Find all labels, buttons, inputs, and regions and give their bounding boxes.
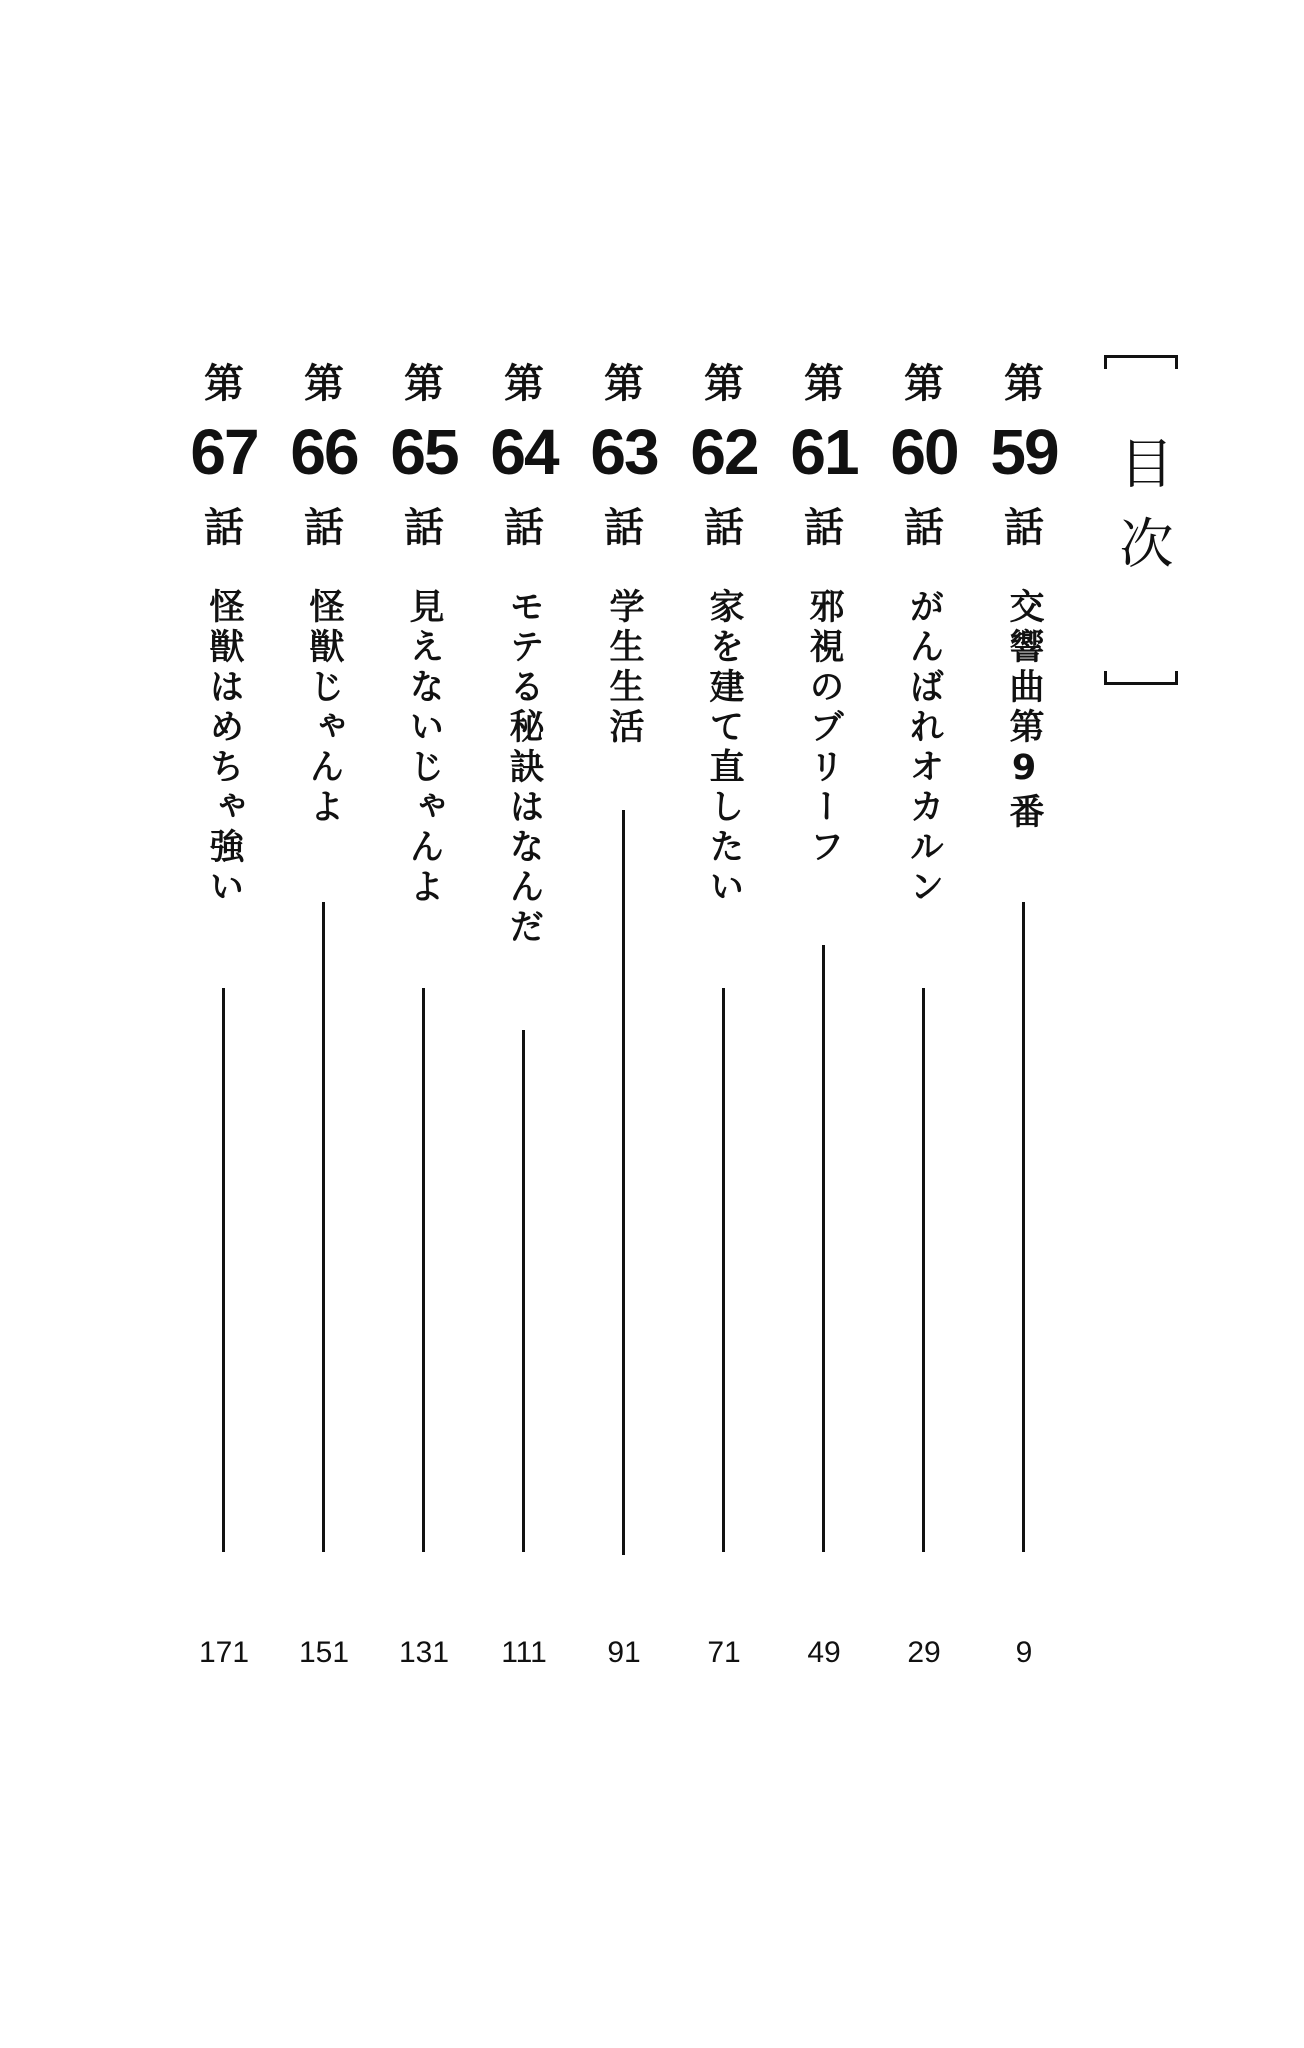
chapter-number: 66 xyxy=(290,416,358,488)
chapter-page-number: 111 xyxy=(501,1636,547,1669)
chapter-prefix: 第 xyxy=(704,361,744,407)
chapter-title: 邪視のブリーフ xyxy=(804,588,844,868)
chapter-page-number: 71 xyxy=(707,1636,741,1669)
chapter-title: 見えないじゃんよ xyxy=(404,588,444,908)
leader-line xyxy=(722,988,725,1552)
chapter-suffix: 話 xyxy=(604,505,644,551)
chapter-page-number: 131 xyxy=(398,1636,450,1669)
toc-title: 目次 xyxy=(1111,435,1174,595)
leader-line xyxy=(222,988,225,1552)
chapter-page-number: 49 xyxy=(807,1636,841,1669)
chapter-number: 62 xyxy=(690,416,758,488)
chapter-entry-65[interactable] xyxy=(374,350,474,1710)
chapter-entry-59[interactable] xyxy=(974,350,1074,1710)
chapter-entry-60[interactable] xyxy=(874,350,974,1710)
chapter-page-number: 29 xyxy=(907,1636,941,1669)
chapter-number: 67 xyxy=(190,416,258,488)
chapter-number: 60 xyxy=(890,416,958,488)
chapter-prefix: 第 xyxy=(904,361,944,407)
chapter-page-number: 151 xyxy=(298,1636,350,1669)
chapter-title: モテる秘訣はなんだ xyxy=(504,588,544,948)
chapter-prefix: 第 xyxy=(404,361,444,407)
chapter-entry-64[interactable] xyxy=(474,350,574,1710)
toc-title-block xyxy=(1100,355,1184,685)
chapter-page-number: 91 xyxy=(607,1636,641,1669)
leader-line xyxy=(522,1030,525,1552)
chapter-number: 59 xyxy=(990,416,1058,488)
chapter-prefix: 第 xyxy=(1004,361,1044,407)
chapter-entry-61[interactable] xyxy=(774,350,874,1710)
chapter-title: 怪獣はめちゃ強い xyxy=(204,588,244,908)
chapter-suffix: 話 xyxy=(804,505,844,551)
chapter-entry-63[interactable] xyxy=(574,350,674,1710)
chapter-prefix: 第 xyxy=(804,361,844,407)
chapter-title: 怪獣じゃんよ xyxy=(304,588,344,828)
chapter-prefix: 第 xyxy=(204,361,244,407)
chapter-suffix: 話 xyxy=(204,505,244,551)
leader-line xyxy=(622,810,625,1555)
leader-line xyxy=(422,988,425,1552)
chapter-entry-67[interactable] xyxy=(174,350,274,1710)
chapter-page-number: 9 xyxy=(1015,1636,1033,1669)
chapter-suffix: 話 xyxy=(404,505,444,551)
chapter-entry-62[interactable] xyxy=(674,350,774,1710)
chapter-suffix: 話 xyxy=(904,505,944,551)
chapter-number: 63 xyxy=(590,416,658,488)
leader-line xyxy=(1022,902,1025,1552)
chapter-page-number: 171 xyxy=(198,1636,250,1669)
chapter-number: 64 xyxy=(490,416,558,488)
chapter-title: 学生生活 xyxy=(604,588,644,748)
chapter-title: がんばれオカルン xyxy=(904,588,944,908)
chapter-number: 61 xyxy=(790,416,858,488)
leader-line xyxy=(922,988,925,1552)
chapter-suffix: 話 xyxy=(504,505,544,551)
chapter-prefix: 第 xyxy=(604,361,644,407)
title-bracket-top xyxy=(1104,355,1178,369)
chapter-prefix: 第 xyxy=(304,361,344,407)
chapter-title: 家を建て直したい xyxy=(704,588,744,908)
chapter-prefix: 第 xyxy=(504,361,544,407)
chapter-number: 65 xyxy=(390,416,458,488)
title-bracket-bottom xyxy=(1104,671,1178,685)
leader-line xyxy=(822,945,825,1552)
chapter-suffix: 話 xyxy=(1004,505,1044,551)
chapter-suffix: 話 xyxy=(304,505,344,551)
leader-line xyxy=(322,902,325,1552)
chapter-suffix: 話 xyxy=(704,505,744,551)
chapter-title: 交響曲第9番 xyxy=(1004,588,1044,833)
chapter-entry-66[interactable] xyxy=(274,350,374,1710)
